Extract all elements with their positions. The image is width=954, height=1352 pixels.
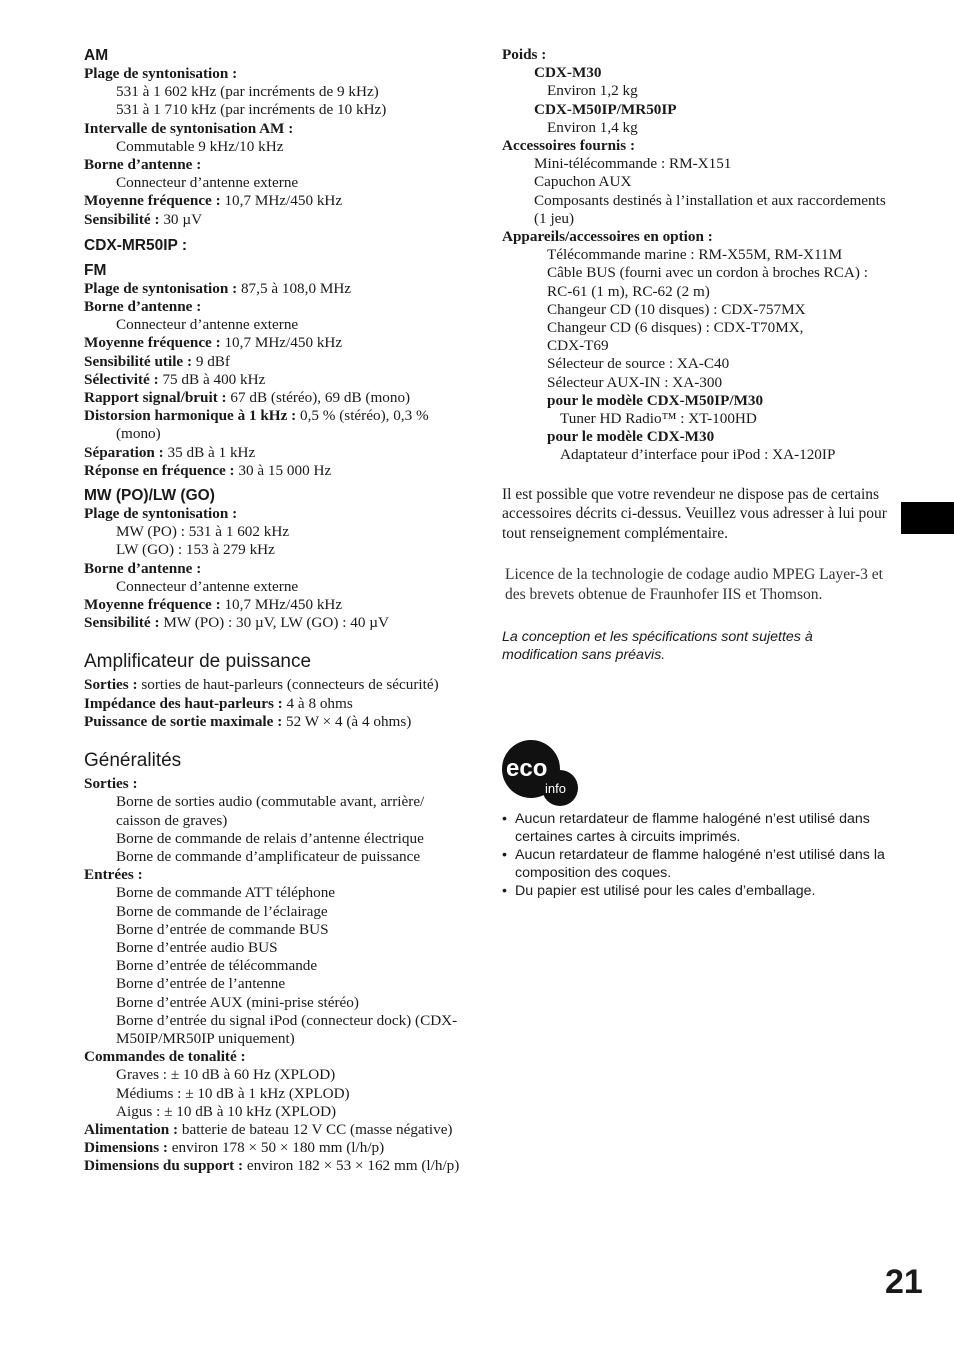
fm-tuning-label: Plage de syntonisation : [84,279,238,297]
general-input-item: Borne d’entrée de commande BUS [116,920,329,938]
general-power-value: batterie de bateau 12 V CC (masse négative) [178,1120,453,1138]
general-output-item: Borne de commande d’amplificateur de puissance [116,847,421,865]
general-output-item: Borne de sorties audio (commutable avant, arrière/ caisson de graves) [116,793,425,829]
fm-response-label: Réponse en fréquence : [84,461,235,479]
weight-m50-label: CDX-M50IP/MR50IP [534,100,677,118]
mwlw-if-label: Moyenne fréquence : [84,596,221,614]
am-interval-value: Commutable 9 kHz/10 kHz [116,137,284,155]
amp-heading: Amplificateur de puissance [84,651,312,673]
optional-m30-value: Adaptateur d’interface pour iPod : XA-120IP [560,446,836,464]
general-power-label: Alimentation : [84,1120,179,1138]
general-tone-item: Graves : ± 10 dB à 60 Hz (XPLOD) [116,1066,336,1084]
fm-antenna-label: Borne d’antenne : [84,298,202,316]
general-mount-label: Dimensions du support : [84,1157,244,1175]
license-note: Licence de la technologie de codage audio MPEG Layer-3 et des brevets obtenue de Fraunhofer IIS et Thomson. [505,566,883,603]
general-input-item: Borne d’entrée du signal iPod (connecteur dock) (CDX-M50IP/MR50IP uniquement) [116,1011,458,1047]
general-tone-item: Aigus : ± 10 dB à 10 kHz (XPLOD) [116,1102,337,1120]
am-tuning-line-1: 531 à 1 602 kHz (par incréments de 9 kHz) [116,83,379,101]
mr50ip-heading: CDX-MR50IP : [84,236,188,254]
am-sens-label: Sensibilité : [84,210,160,228]
list-item: • Aucun retardateur de flamme halogéné n’est utilisé dans la composition des coques. [502,846,887,882]
fm-snr-value: 67 dB (stéréo), 69 dB (mono) [226,389,411,407]
mwlw-sens-label: Sensibilité : [84,614,160,632]
general-output-item: Borne de commande de relais d’antenne électrique [116,829,424,847]
optional-item: Télécommande marine : RM-X55M, RM-X11M [547,246,843,264]
fm-snr-label: Rapport signal/bruit : [84,389,227,407]
amp-impedance-value: 4 à 8 ohms [282,694,353,712]
optional-item: Changeur CD (6 disques) : CDX-T70MX, CDX-T69 [547,319,804,355]
fm-selectivity-value: 75 dB à 400 kHz [158,370,266,388]
general-input-item: Borne d’entrée de télécommande [116,957,318,975]
amp-impedance-label: Impédance des haut-parleurs : [84,694,283,712]
optional-item: Sélecteur de source : XA-C40 [547,355,730,373]
list-item: • Aucun retardateur de flamme halogéné n’est utilisé dans certaines cartes à circuits imprimés. [502,810,887,846]
weight-m50-value: Environ 1,4 kg [547,118,638,136]
mwlw-antenna-value: Connecteur d’antenne externe [116,577,299,595]
spec-change-note: La conception et les spécifications sont sujettes à modification sans préavis. [502,629,813,664]
am-if-label: Moyenne fréquence : [84,192,221,210]
eco-info-logo [502,740,580,806]
mwlw-antenna-label: Borne d’antenne : [84,559,202,577]
mwlw-if-value: 10,7 MHz/450 kHz [220,596,343,614]
page-number: 21 [885,1263,923,1301]
fm-thd-label: Distorsion harmonique à 1 kHz : [84,407,297,425]
fm-response-value: 30 à 15 000 Hz [234,461,332,479]
supplied-label: Accessoires fournis : [502,137,636,155]
fm-antenna-value: Connecteur d’antenne externe [116,316,299,334]
general-dimensions-label: Dimensions : [84,1139,168,1157]
am-tuning-line-2: 531 à 1 710 kHz (par incréments de 10 kHz) [116,101,387,119]
am-antenna-value: Connecteur d’antenne externe [116,174,299,192]
am-interval-label: Intervalle de syntonisation AM : [84,119,294,137]
fm-separation-value: 35 dB à 1 kHz [163,443,256,461]
mwlw-heading: MW (PO)/LW (GO) [84,487,215,505]
list-item: • Du papier est utilisé pour les cales d’emballage. [502,882,887,900]
fm-heading: FM [84,261,107,279]
general-input-item: Borne de commande ATT téléphone [116,884,336,902]
fm-selectivity-label: Sélectivité : [84,370,159,388]
amp-max-power-value: 52 W × 4 (à 4 ohms) [282,712,412,730]
general-outputs-label: Sorties : [84,775,138,793]
optional-item: Changeur CD (10 disques) : CDX-757MX [547,300,806,318]
general-input-item: Borne de commande de l’éclairage [116,902,328,920]
fm-usable-label: Sensibilité utile : [84,352,193,370]
dealer-note: Il est possible que votre revendeur ne dispose pas de certains accessoires décrits ci-dessus. Veuillez vous adresser à lui pour tout renseignement complémentaire. [502,485,887,542]
general-tone-item: Médiums : ± 10 dB à 1 kHz (XPLOD) [116,1084,350,1102]
supplied-item: Capuchon AUX [534,173,632,191]
general-input-item: Borne d’entrée de l’antenne [116,975,286,993]
fm-if-label: Moyenne fréquence : [84,334,221,352]
side-tab-marker [901,502,954,534]
left-column [84,46,469,1176]
general-input-item: Borne d’entrée AUX (mini-prise stéréo) [116,993,359,1011]
am-antenna-label: Borne d’antenne : [84,156,202,174]
general-heading: Généralités [84,750,182,772]
fm-separation-label: Séparation : [84,443,164,461]
optional-m50m30-label: pour le modèle CDX-M50IP/M30 [547,391,764,409]
general-inputs-label: Entrées : [84,866,143,884]
amp-outputs-label: Sorties : [84,676,138,694]
right-column [502,46,892,664]
general-dimensions-value: environ 178 × 50 × 180 mm (l/h/p) [167,1139,385,1157]
mwlw-tuning-label: Plage de syntonisation : [84,505,238,523]
fm-thd-value: 0,5 % (stéréo), 0,3 % (mono) [116,407,429,443]
mwlw-sens-value: MW (PO) : 30 µV, LW (GO) : 40 µV [159,614,389,632]
optional-m30-label: pour le modèle CDX-M30 [547,428,715,446]
mwlw-tuning-line-2: LW (GO) : 153 à 279 kHz [116,541,275,559]
weight-m30-value: Environ 1,2 kg [547,82,638,100]
eco-logo-word: eco [506,755,548,782]
general-input-item: Borne d’entrée audio BUS [116,938,278,956]
eco-bullet-list [502,810,887,900]
amp-max-power-label: Puissance de sortie maximale : [84,712,283,730]
mwlw-tuning-line-1: MW (PO) : 531 à 1 602 kHz [116,523,290,541]
am-if-value: 10,7 MHz/450 kHz [220,192,343,210]
optional-item: Sélecteur AUX-IN : XA-300 [547,373,723,391]
weight-label: Poids : [502,46,547,63]
eco-leaf-icon [502,740,580,806]
fm-if-value: 10,7 MHz/450 kHz [220,334,343,352]
optional-label: Appareils/accessoires en option : [502,228,713,246]
amp-outputs-value: sorties de haut-parleurs (connecteurs de sécurité) [137,676,439,694]
am-heading: AM [84,47,109,64]
optional-m50m30-value: Tuner HD Radio™ : XT-100HD [560,410,757,428]
general-mount-value: environ 182 × 53 × 162 mm (l/h/p) [243,1157,460,1175]
supplied-item: Mini-télécommande : RM-X151 [534,155,732,173]
fm-usable-value: 9 dBf [192,352,230,370]
weight-m30-label: CDX-M30 [534,64,602,82]
eco-logo-sub: info [545,781,566,796]
am-sens-value: 30 µV [159,210,203,228]
am-tuning-label: Plage de syntonisation : [84,65,238,82]
fm-tuning-value: 87,5 à 108,0 MHz [237,279,352,297]
general-tone-label: Commandes de tonalité : [84,1048,246,1066]
optional-item: Câble BUS (fourni avec un cordon à broches RCA) : RC-61 (1 m), RC-62 (2 m) [547,264,868,300]
supplied-item: Composants destinés à l’installation et aux raccordements (1 jeu) [534,191,886,227]
